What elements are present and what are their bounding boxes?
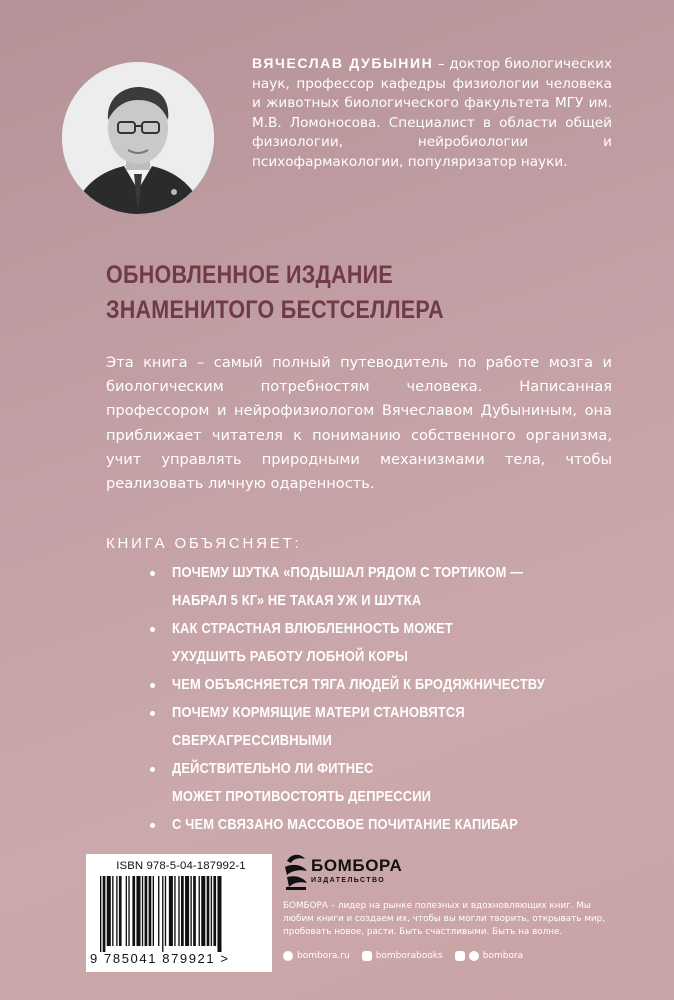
vk-icon <box>362 951 372 961</box>
list-item: С ЧЕМ СВЯЗАНО МАССОВОЕ ПОЧИТАНИЕ КАПИБАР <box>148 811 618 839</box>
publisher-socials <box>283 951 623 961</box>
author-portrait <box>62 62 214 214</box>
author-description: – доктор биологических наук, профессор кафедры физиологии человека и животных биологического факультета МГУ им. М.В. Ломоносова. Специалист в области общей физиологии, нейробиологии и психофармакологии, популяризатор науки. <box>252 56 613 170</box>
telegram-icon <box>469 951 479 961</box>
author-name: ВЯЧЕСЛАВ ДУБЫНИН <box>252 55 434 71</box>
explains-heading: КНИГА ОБЪЯСНЯЕТ: <box>106 535 302 552</box>
headline <box>106 258 519 328</box>
book-description: Эта книга – самый полный путеводитель по работе мозга и биологическим потребностям человека. Написанная профессором и нейрофизиологом Вячеславом Дубыниным, она приближает читателя к пониманию собственного организма, учит управлять природными механизмами тела, чтобы реализовать личную одаренность. <box>106 354 612 493</box>
list-item: ПОЧЕМУ ШУТКА «ПОДЫШАЛ РЯДОМ С ТОРТИКОМ — НАБРАЛ 5 КГ» НЕ ТАКАЯ УЖ И ШУТКА <box>148 559 618 615</box>
social-site-label: bombora.ru <box>297 951 350 961</box>
list-item: КАК СТРАСТНАЯ ВЛЮБЛЕННОСТЬ МОЖЕТ УХУДШИТЬ РАБОТУ ЛОБНОЙ КОРЫ <box>148 615 618 671</box>
social-tg[interactable] <box>455 951 523 961</box>
barcode-icon <box>92 876 266 952</box>
explains-list <box>148 559 618 839</box>
social-tg-label: bombora <box>482 951 524 961</box>
social-vk[interactable] <box>362 951 443 961</box>
list-item: ЧЕМ ОБЪЯСНЯЕТСЯ ТЯГА ЛЮДЕЙ К БРОДЯЖНИЧЕСТВУ <box>148 671 618 699</box>
youtube-icon <box>455 951 465 961</box>
publisher-subtitle: ИЗДАТЕЛЬСТВО <box>311 877 386 884</box>
social-site[interactable] <box>283 951 350 961</box>
instagram-icon <box>283 951 293 961</box>
isbn-label: ISBN 978-5-04-187992-1 <box>116 860 246 872</box>
author-bio <box>252 54 612 173</box>
list-item: ДЕЙСТВИТЕЛЬНО ЛИ ФИТНЕС МОЖЕТ ПРОТИВОСТОЯТЬ ДЕПРЕССИИ <box>148 755 618 811</box>
publisher-name: БОМБОРА <box>311 856 403 875</box>
barcode-digits: 9 785041 879921 > <box>90 951 230 966</box>
social-vk-label: bomborabooks <box>375 951 443 961</box>
bombora-logo-icon <box>283 851 309 891</box>
headline-line-2: ЗНАМЕНИТОГО БЕСТСЕЛЛЕРА <box>106 296 444 324</box>
headline-line-1: ОБНОВЛЕННОЕ ИЗДАНИЕ <box>106 261 393 289</box>
author-photo <box>62 62 214 214</box>
publisher-about: БОМБОРА – лидер на рынке полезных и вдохновляющих книг. Мы любим книги и создаем их, чтобы вы могли творить, открывать мир, пробовать новое, расти. Быть счастливыми. Быть на волне. <box>283 901 605 937</box>
barcode-box <box>86 854 272 972</box>
list-item: ПОЧЕМУ КОРМЯЩИЕ МАТЕРИ СТАНОВЯТСЯ СВЕРХАГРЕССИВНЫМИ <box>148 699 618 755</box>
